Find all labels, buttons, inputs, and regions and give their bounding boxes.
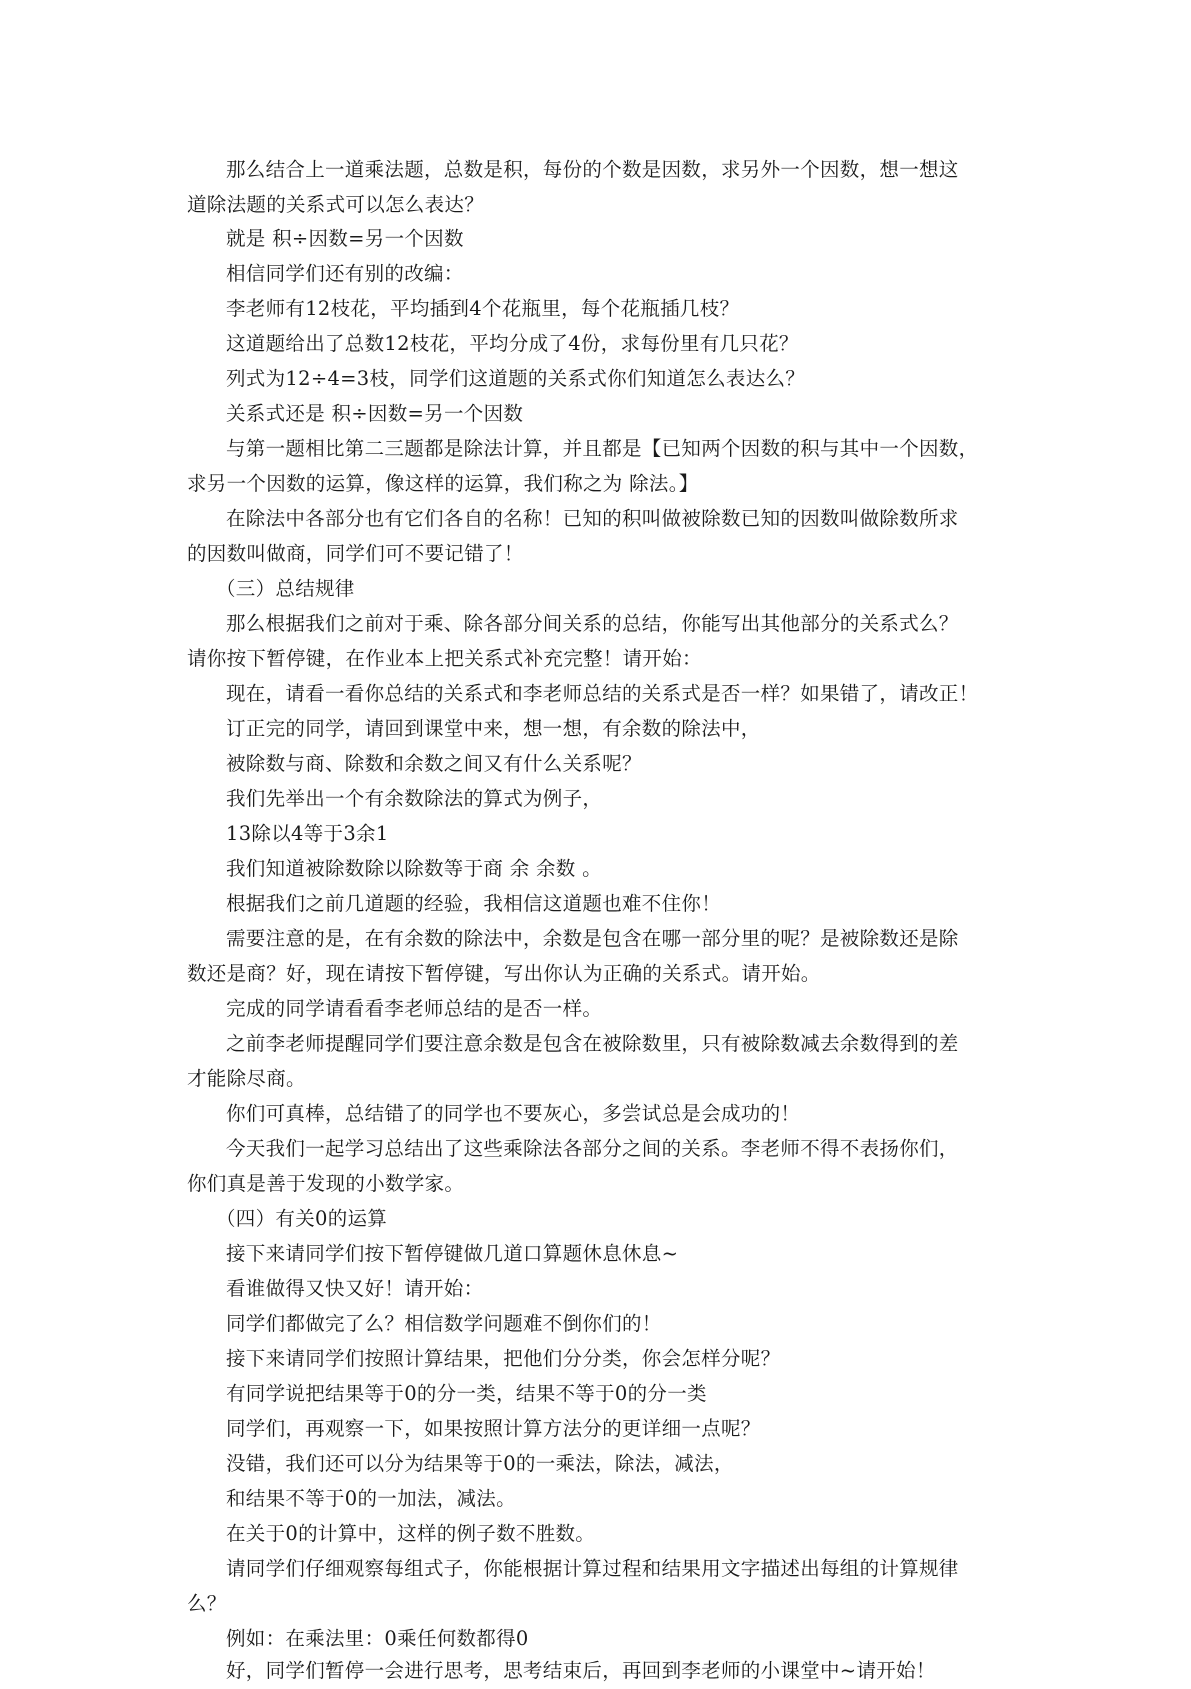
body-text-line: 之前李老师提醒同学们要注意余数是包含在被除数里，只有被除数减去余数得到的差	[226, 1032, 959, 1055]
body-text-line: 相信同学们还有别的改编：	[226, 262, 464, 285]
section-heading: （三）总结规律	[216, 577, 355, 600]
body-text-line: 13除以4等于3余1	[226, 822, 389, 845]
body-text-line: 就是 积÷因数=另一个因数	[226, 227, 464, 250]
body-text-line: 接下来请同学们按下暂停键做几道口算题休息休息~	[226, 1242, 679, 1265]
body-text-line: 被除数与商、除数和余数之间又有什么关系呢？	[226, 752, 642, 775]
body-text-line: 我们先举出一个有余数除法的算式为例子，	[226, 787, 603, 810]
body-text-line: 数还是商？好，现在请按下暂停键，写出你认为正确的关系式。请开始。	[187, 962, 821, 985]
body-text-line: 你们可真棒，总结错了的同学也不要灰心，多尝试总是会成功的！	[226, 1102, 801, 1125]
body-text-line: 我们知道被除数除以除数等于商 余 余数 。	[226, 857, 602, 880]
body-text-line: 好，同学们暂停一会进行思考，思考结束后，再回到李老师的小课堂中~请开始！	[226, 1659, 936, 1682]
body-text-line: 李老师有12枝花，平均插到4个花瓶里，每个花瓶插几枝？	[226, 297, 740, 320]
body-text-line: 这道题给出了总数12枝花，平均分成了4份，求每份里有几只花？	[226, 332, 799, 355]
body-text-line: 你们真是善于发现的小数学家。	[187, 1172, 465, 1195]
body-text-line: 与第一题相比第二三题都是除法计算，并且都是【已知两个因数的积与其中一个因数，	[226, 437, 979, 460]
body-text-line: 列式为12÷4=3枝，同学们这道题的关系式你们知道怎么表达么？	[226, 367, 806, 390]
body-text-line: 道除法题的关系式可以怎么表达？	[187, 193, 485, 216]
body-text-line: 关系式还是 积÷因数=另一个因数	[226, 402, 524, 425]
body-text-line: 同学们，再观察一下，如果按照计算方法分的更详细一点呢？	[226, 1417, 761, 1440]
body-text-line: 的因数叫做商，同学们可不要记错了！	[187, 542, 524, 565]
body-text-line: 那么结合上一道乘法题，总数是积，每份的个数是因数，求另外一个因数，想一想这	[226, 158, 959, 181]
body-text-line: 需要注意的是，在有余数的除法中，余数是包含在哪一部分里的呢？是被除数还是除	[226, 927, 959, 950]
body-text-line: 例如：在乘法里：0乘任何数都得0	[226, 1627, 529, 1650]
body-text-line: 那么根据我们之前对于乘、除各部分间关系的总结，你能写出其他部分的关系式么？	[226, 612, 959, 635]
body-text-line: 完成的同学请看看李老师总结的是否一样。	[226, 997, 603, 1020]
body-text-line: 看谁做得又快又好！请开始：	[226, 1277, 484, 1300]
body-text-line: 根据我们之前几道题的经验，我相信这道题也难不住你！	[226, 892, 722, 915]
body-text-line: 现在，请看一看你总结的关系式和李老师总结的关系式是否一样？如果错了，请改正！	[226, 682, 979, 705]
body-text-line: 有同学说把结果等于0的分一类，结果不等于0的分一类	[226, 1382, 707, 1405]
body-text-line: 同学们都做完了么？相信数学问题难不倒你们的！	[226, 1312, 662, 1335]
body-text-line: 么？	[187, 1592, 227, 1615]
section-heading: （四）有关0的运算	[216, 1207, 388, 1230]
body-text-line: 请你按下暂停键，在作业本上把关系式补充完整！请开始：	[187, 647, 702, 670]
body-text-line: 求另一个因数的运算，像这样的运算，我们称之为 除法。】	[187, 472, 699, 495]
body-text-line: 今天我们一起学习总结出了这些乘除法各部分之间的关系。李老师不得不表扬你们，	[226, 1137, 959, 1160]
body-text-line: 订正完的同学，请回到课堂中来，想一想，有余数的除法中，	[226, 717, 761, 740]
body-text-line: 在除法中各部分也有它们各自的名称！已知的积叫做被除数已知的因数叫做除数所求	[226, 507, 959, 530]
body-text-line: 接下来请同学们按照计算结果，把他们分分类，你会怎样分呢？	[226, 1347, 781, 1370]
body-text-line: 和结果不等于0的一加法，减法。	[226, 1487, 516, 1510]
body-text-line: 没错，我们还可以分为结果等于0的一乘法，除法，减法，	[226, 1452, 734, 1475]
body-text-line: 在关于0的计算中，这样的例子数不胜数。	[226, 1522, 596, 1545]
body-text-line: 请同学们仔细观察每组式子，你能根据计算过程和结果用文字描述出每组的计算规律	[226, 1557, 959, 1580]
body-text-line: 才能除尽商。	[187, 1067, 306, 1090]
